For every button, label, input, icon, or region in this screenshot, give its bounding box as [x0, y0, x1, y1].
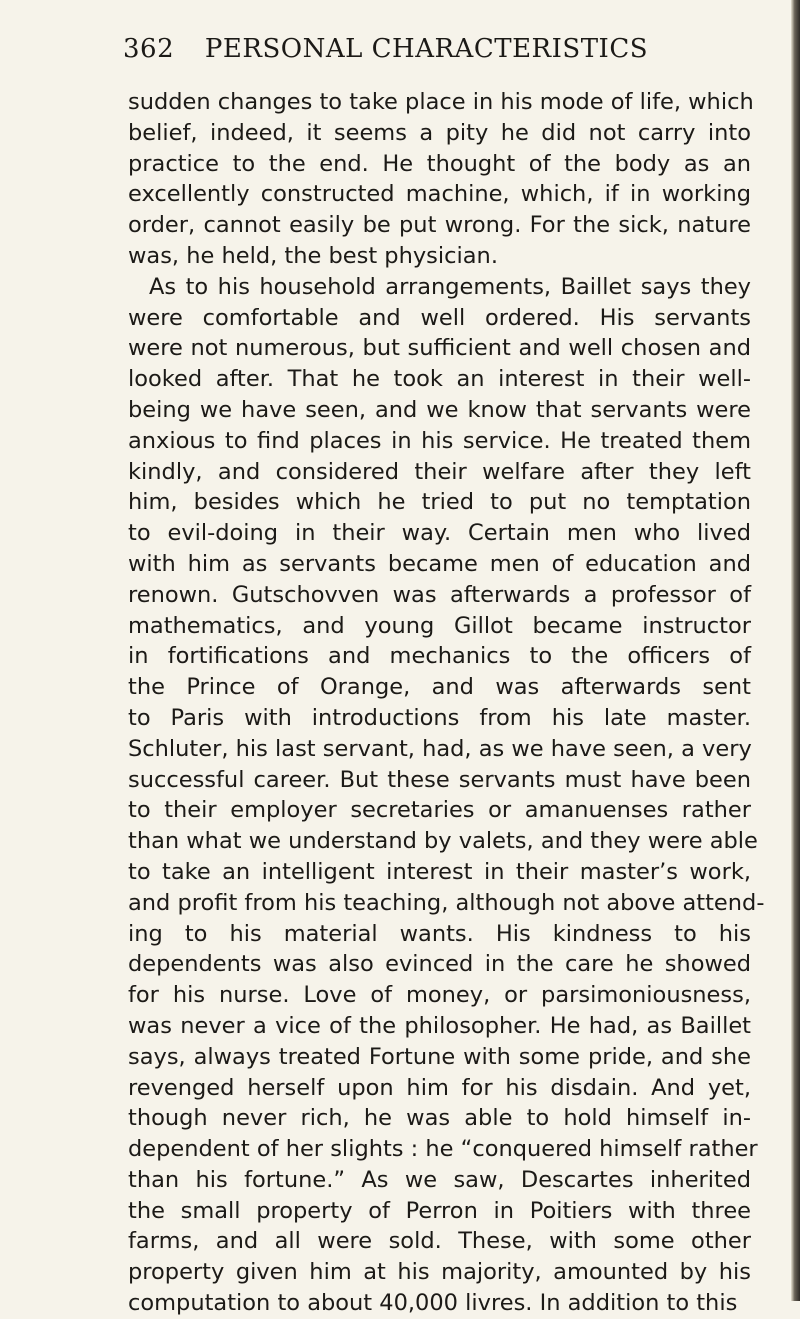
body-text [128, 87, 765, 1319]
text-line: the Prince of Orange, and was afterwards sent [128, 674, 751, 701]
text-line: and profit from his teaching, although not above attend- [128, 889, 765, 916]
page-header [123, 34, 683, 74]
text-line: in fortifications and mechanics to the officers of [128, 643, 751, 670]
page-number: 362 [123, 34, 175, 64]
text-line: dependents was also evinced in the care he showed [128, 951, 751, 978]
text-line: property given him at his majority, amounted by his [128, 1259, 751, 1286]
running-head: PERSONAL CHARACTERISTICS [204, 34, 649, 64]
text-line: Schluter, his last servant, had, as we have seen, a very [128, 735, 752, 762]
text-line: renown. Gutschovven was afterwards a professor of [128, 581, 751, 608]
text-line: the small property of Perron in Poitiers with three [128, 1197, 751, 1224]
page-edge-shadow [791, 0, 800, 1301]
text-line: ing to his material wants. His kindness to his [128, 920, 751, 947]
text-line: were not numerous, but sufficient and well chosen and [128, 335, 751, 362]
text-line: for his nurse. Love of money, or parsimoniousness, [128, 982, 751, 1009]
text-line: being we have seen, and we know that servants were [128, 396, 751, 423]
paragraph-start-line: As to his household arrangements, Baillet says they [149, 273, 751, 300]
text-line: with him as servants became men of education and [128, 550, 751, 577]
text-line: revenged herself upon him for his disdain. And yet, [128, 1074, 751, 1101]
text-line: belief, indeed, it seems a pity he did not carry into [128, 119, 751, 146]
text-line: though never rich, he was able to hold himself in- [128, 1105, 751, 1132]
text-line: were comfortable and well ordered. His servants [128, 304, 751, 331]
text-line: to their employer secretaries or amanuenses rather [128, 797, 751, 824]
text-line: to Paris with introductions from his late master. [128, 704, 751, 731]
text-line: looked after. That he took an interest in their well- [128, 366, 751, 393]
text-line: anxious to find places in his service. He treated them [128, 427, 751, 454]
text-line: to evil-doing in their way. Certain men who lived [128, 520, 751, 547]
text-line: than his fortune.” As we saw, Descartes inherited [128, 1166, 751, 1193]
text-line: computation to about 40,000 livres. In addition to this [128, 1290, 738, 1317]
text-line: successful career. But these servants must have been [128, 766, 751, 793]
text-line: practice to the end. He thought of the body as an [128, 150, 751, 177]
text-line: sudden changes to take place in his mode of life, which [128, 89, 754, 115]
text-line: to take an intelligent interest in their master’s work, [128, 858, 751, 885]
text-line: excellently constructed machine, which, if in working [128, 181, 751, 208]
text-line: order, cannot easily be put wrong. For the sick, nature [128, 212, 751, 239]
text-line: kindly, and considered their welfare after they left [128, 458, 751, 485]
text-line: than what we understand by valets, and they were able [128, 828, 758, 855]
text-line: him, besides which he tried to put no temptation [128, 489, 751, 516]
text-line: dependent of her slights : he “conquered himself rather [128, 1136, 758, 1163]
text-line: was never a vice of the philosopher. He had, as Baillet [128, 1012, 751, 1039]
text-line: farms, and all were sold. These, with some other [128, 1228, 751, 1255]
text-line: mathematics, and young Gillot became instructor [128, 612, 751, 639]
text-line: says, always treated Fortune with some pride, and she [128, 1043, 751, 1070]
text-line: was, he held, the best physician. [128, 242, 498, 269]
